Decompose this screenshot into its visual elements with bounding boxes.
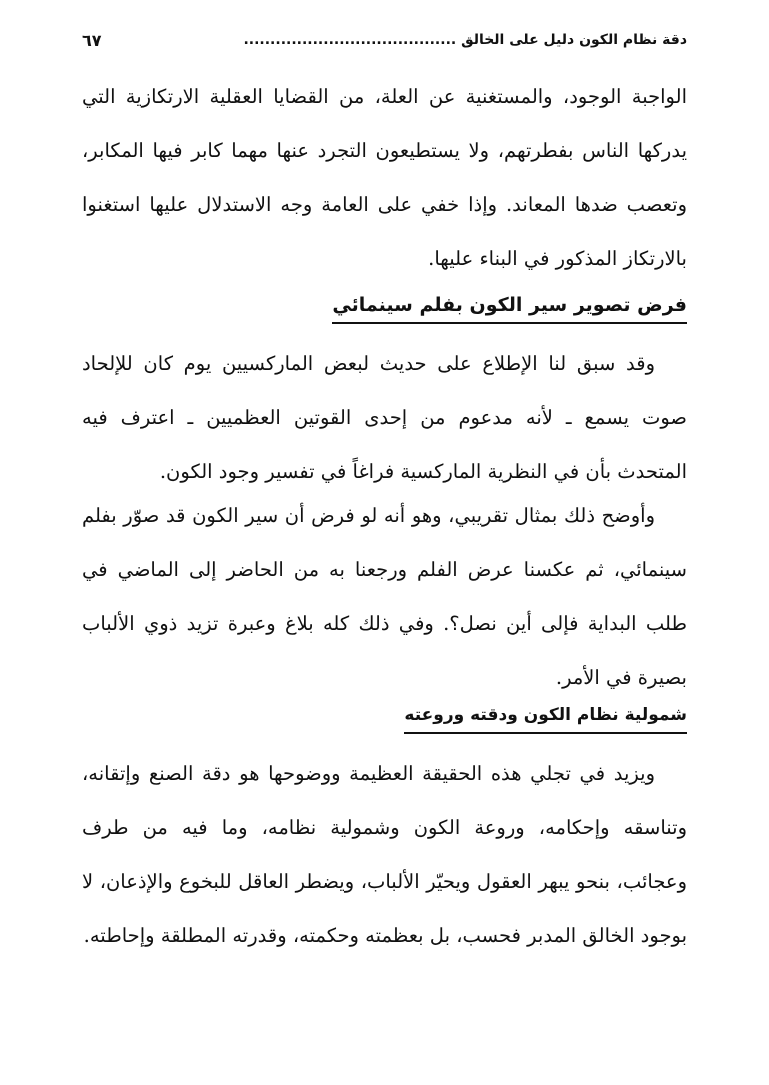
paragraph-3: وأوضح ذلك بمثال تقريبي، وهو أنه لو فرض أن سير الكون قد صوّر بفلم سينمائي، ثم عكسنا عرض الفلم ورجعنا به من الحاضر إلى الماضي في طلب البداية فإلى أين نصل؟. وفي ذلك كله بلاغ وعبرة تزيد ذوي الألباب بصيرة في الأمر. bbox=[82, 504, 687, 689]
paragraph-2: وقد سبق لنا الإطلاع على حديث لبعض الماركسيين يوم كان للإلحاد صوت يسمع ـ لأنه مدعوم من إحدى القوتين العظميين ـ اعترف فيه المتحدث بأن في النظرية الماركسية فراغاً في تفسير وجود الكون. bbox=[82, 352, 687, 483]
page-number: ٦٧ bbox=[82, 30, 102, 50]
page-header bbox=[82, 28, 687, 52]
running-title: دقة نظام الكون دليل على الخالق ........................................ bbox=[243, 32, 687, 48]
paragraph-block-1 bbox=[82, 70, 687, 286]
section-heading-2: شمولية نظام الكون ودقته وروعته bbox=[404, 700, 687, 734]
paragraph-4: ويزيد في تجلي هذه الحقيقة العظيمة ووضوحها هو دقة الصنع وإتقانه، وتناسقه وإحكامه، وروعة الكون وشمولية نظامه، وما فيه من طرف وعجائب، بنحو يبهر العقول ويحيّر الألباب، ويضطر العاقل للبخوع والإذعان، لا بوجود الخالق المدبر فحسب، بل بعظمته وحكمته، وقدرته المطلقة وإحاطته. bbox=[82, 762, 687, 947]
paragraph-block-3 bbox=[82, 489, 687, 705]
paragraph-block-4 bbox=[82, 747, 687, 963]
paragraph-block-2 bbox=[82, 337, 687, 499]
paragraph-1: الواجبة الوجود، والمستغنية عن العلة، من القضايا العقلية الارتكازية التي يدركها الناس بفطرتهم، ولا يستطيعون التجرد عنها مهما كابر فيها المكابر، وتعصب ضدها المعاند. وإذا خفي على العامة وجه الاستدلال عليها استغنوا بالارتكاز المذكور في البناء عليها. bbox=[82, 85, 687, 270]
section-heading-1: فرض تصوير سير الكون بفلم سينمائي bbox=[332, 290, 687, 324]
